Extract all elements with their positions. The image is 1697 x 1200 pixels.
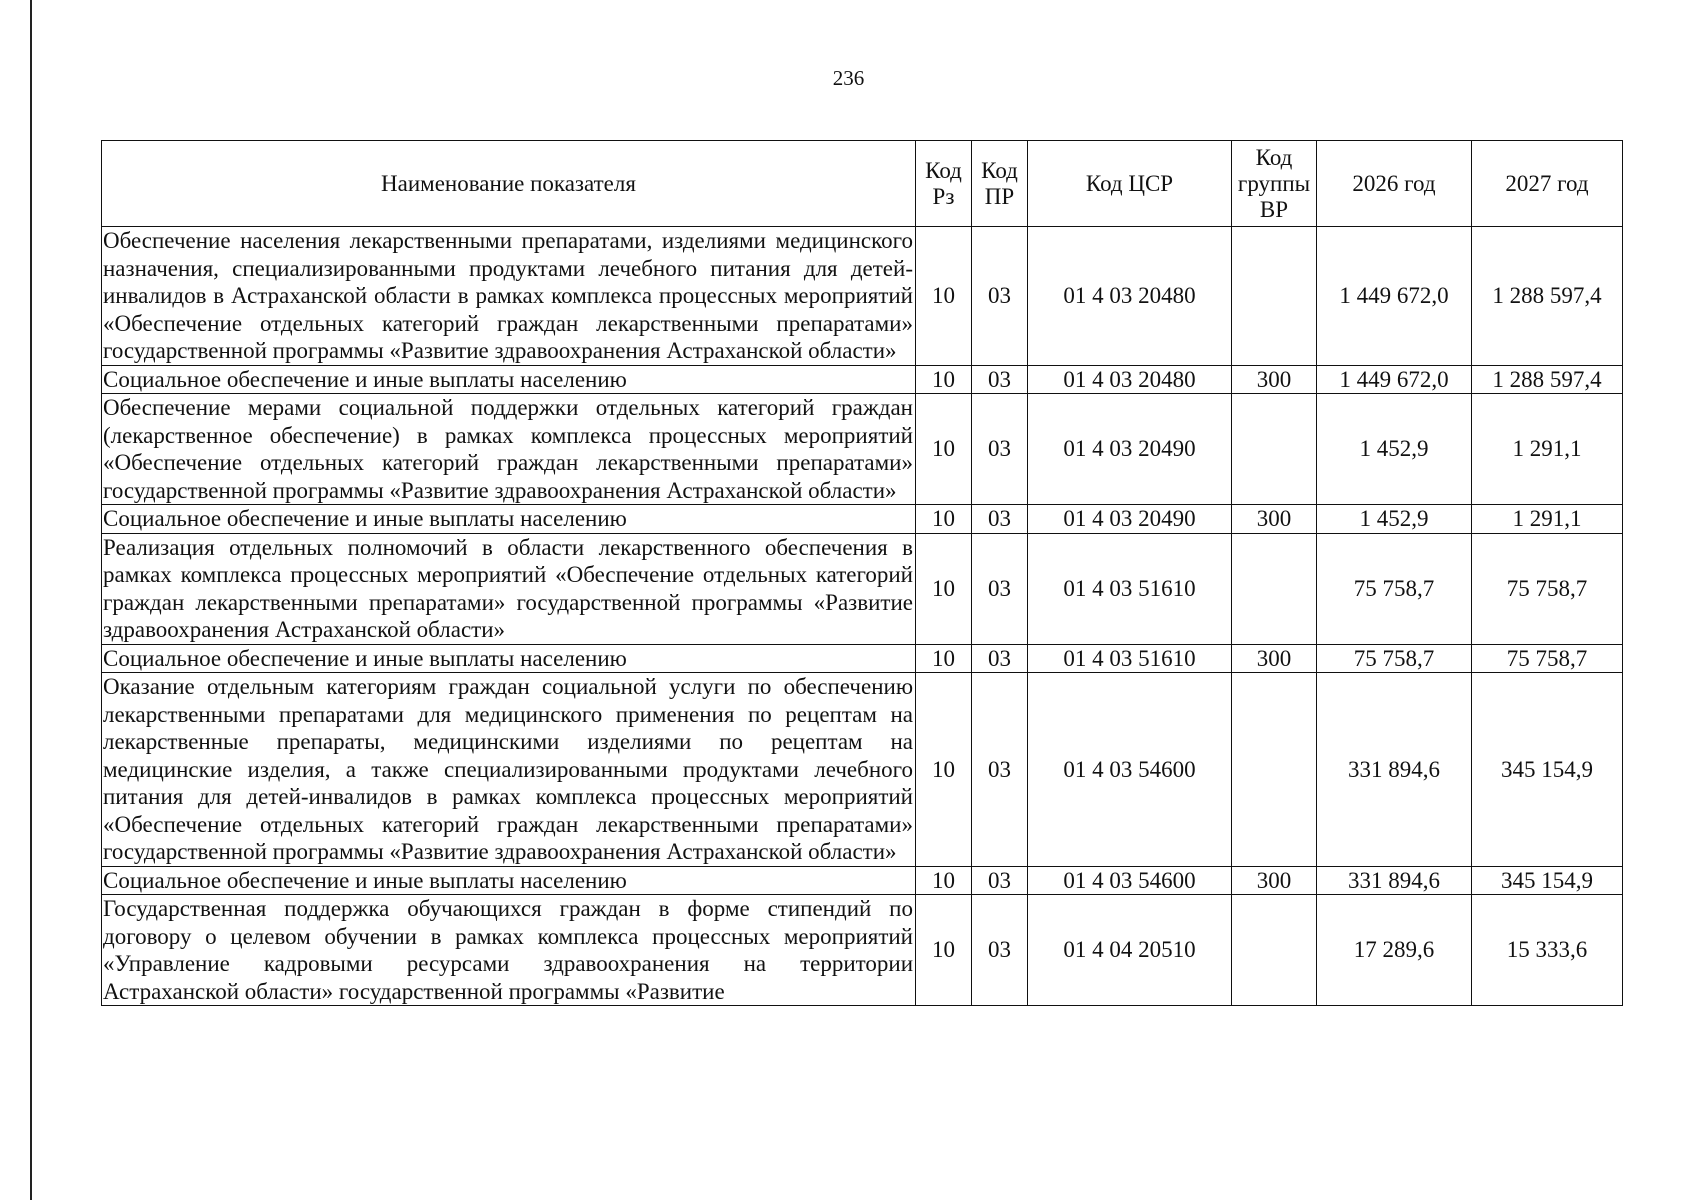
row-2027: 345 154,9 [1472,673,1623,867]
row-name: Оказание отдельным категориям граждан социальной услуги по обеспечению лекарственными препаратами для медицинского применения по рецептам на лекарственные препараты, медицинскими изделиями по рецептам на медицинские изделия, а также специализированными продуктами лечебного питания для детей-инвалидов в рамках комплекса процессных мероприятий «Обеспечение отдельных категорий граждан лекарственными препаратами» государственной программы «Развитие здравоохранения Астраханской области» [102,673,916,867]
row-2027: 75 758,7 [1472,533,1623,644]
row-pr: 03 [972,365,1028,394]
header-csr: Код ЦСР [1028,141,1232,227]
page-number: 236 [832,66,865,90]
row-2026: 1 452,9 [1317,505,1472,534]
row-vr [1232,673,1317,867]
row-vr: 300 [1232,505,1317,534]
row-vr [1232,895,1317,1006]
row-csr: 01 4 03 51610 [1028,644,1232,673]
header-vr: Код группы ВР [1232,141,1317,227]
row-vr: 300 [1232,644,1317,673]
row-csr: 01 4 03 54600 [1028,866,1232,895]
row-rz: 10 [916,866,972,895]
row-rz: 10 [916,533,972,644]
row-rz: 10 [916,394,972,505]
table-row [102,644,1623,673]
row-2027: 15 333,6 [1472,895,1623,1006]
row-csr: 01 4 03 51610 [1028,533,1232,644]
row-rz: 10 [916,644,972,673]
row-csr: 01 4 04 20510 [1028,895,1232,1006]
row-pr: 03 [972,866,1028,895]
row-csr: 01 4 03 54600 [1028,673,1232,867]
row-name: Государственная поддержка обучающихся граждан в форме стипендий по договору о целевом обучении в рамках комплекса процессных мероприятий «Управление кадровыми ресурсами здравоохранения на территории Астраханской области» государственной программы «Развитие [103,896,913,1004]
row-pr: 03 [972,394,1028,505]
row-2026: 75 758,7 [1317,644,1472,673]
row-2027: 75 758,7 [1472,644,1623,673]
row-vr [1232,533,1317,644]
row-pr: 03 [972,895,1028,1006]
table-row [102,227,1623,366]
row-2026: 1 452,9 [1317,394,1472,505]
header-2026: 2026 год [1317,141,1472,227]
row-name: Социальное обеспечение и иные выплаты населению [102,505,916,534]
row-2027: 345 154,9 [1472,866,1623,895]
row-2026: 1 449 672,0 [1317,227,1472,366]
table-row [102,895,1623,1006]
header-rz: Код Рз [916,141,972,227]
row-2027: 1 291,1 [1472,505,1623,534]
row-2026: 331 894,6 [1317,866,1472,895]
row-name: Реализация отдельных полномочий в области лекарственного обеспечения в рамках комплекса процессных мероприятий «Обеспечение отдельных категорий граждан лекарственными препаратами» государственной программы «Развитие здравоохранения Астраханской области» [102,533,916,644]
row-rz: 10 [916,673,972,867]
page-binding-line [30,0,32,1200]
table-row [102,673,1623,867]
row-rz: 10 [916,227,972,366]
table-row [102,394,1623,505]
row-2026: 75 758,7 [1317,533,1472,644]
header-pr: Код ПР [972,141,1028,227]
row-vr [1232,394,1317,505]
row-pr: 03 [972,533,1028,644]
row-2026: 331 894,6 [1317,673,1472,867]
row-pr: 03 [972,673,1028,867]
table-row [102,505,1623,534]
row-2027: 1 288 597,4 [1472,365,1623,394]
row-csr: 01 4 03 20490 [1028,505,1232,534]
row-2026: 17 289,6 [1317,895,1472,1006]
row-2026: 1 449 672,0 [1317,365,1472,394]
row-2027: 1 291,1 [1472,394,1623,505]
row-rz: 10 [916,365,972,394]
table-row [102,533,1623,644]
table-row [102,365,1623,394]
row-name: Социальное обеспечение и иные выплаты населению [102,866,916,895]
row-name: Социальное обеспечение и иные выплаты населению [102,365,916,394]
row-name: Обеспечение населения лекарственными препаратами, изделиями медицинского назначения, специализированными продуктами лечебного питания для детей-инвалидов в Астраханской области в рамках комплекса процессных мероприятий «Обеспечение отдельных категорий граждан лекарственными препаратами» государственной программы «Развитие здравоохранения Астраханской области» [102,227,916,366]
row-pr: 03 [972,505,1028,534]
row-csr: 01 4 03 20490 [1028,394,1232,505]
table-row [102,866,1623,895]
row-vr [1232,227,1317,366]
header-name: Наименование показателя [102,141,916,227]
row-name-cell [102,895,916,1006]
row-rz: 10 [916,505,972,534]
header-2027: 2027 год [1472,141,1623,227]
row-rz: 10 [916,895,972,1006]
row-name: Социальное обеспечение и иные выплаты населению [102,644,916,673]
row-pr: 03 [972,644,1028,673]
table-header-row [102,141,1623,227]
row-csr: 01 4 03 20480 [1028,227,1232,366]
row-vr: 300 [1232,866,1317,895]
budget-table [101,140,1623,1006]
row-pr: 03 [972,227,1028,366]
row-csr: 01 4 03 20480 [1028,365,1232,394]
row-2027: 1 288 597,4 [1472,227,1623,366]
row-vr: 300 [1232,365,1317,394]
row-name: Обеспечение мерами социальной поддержки отдельных категорий граждан (лекарственное обеспечение) в рамках комплекса процессных мероприятий «Обеспечение отдельных категорий граждан лекарственными препаратами» государственной программы «Развитие здравоохранения Астраханской области» [102,394,916,505]
